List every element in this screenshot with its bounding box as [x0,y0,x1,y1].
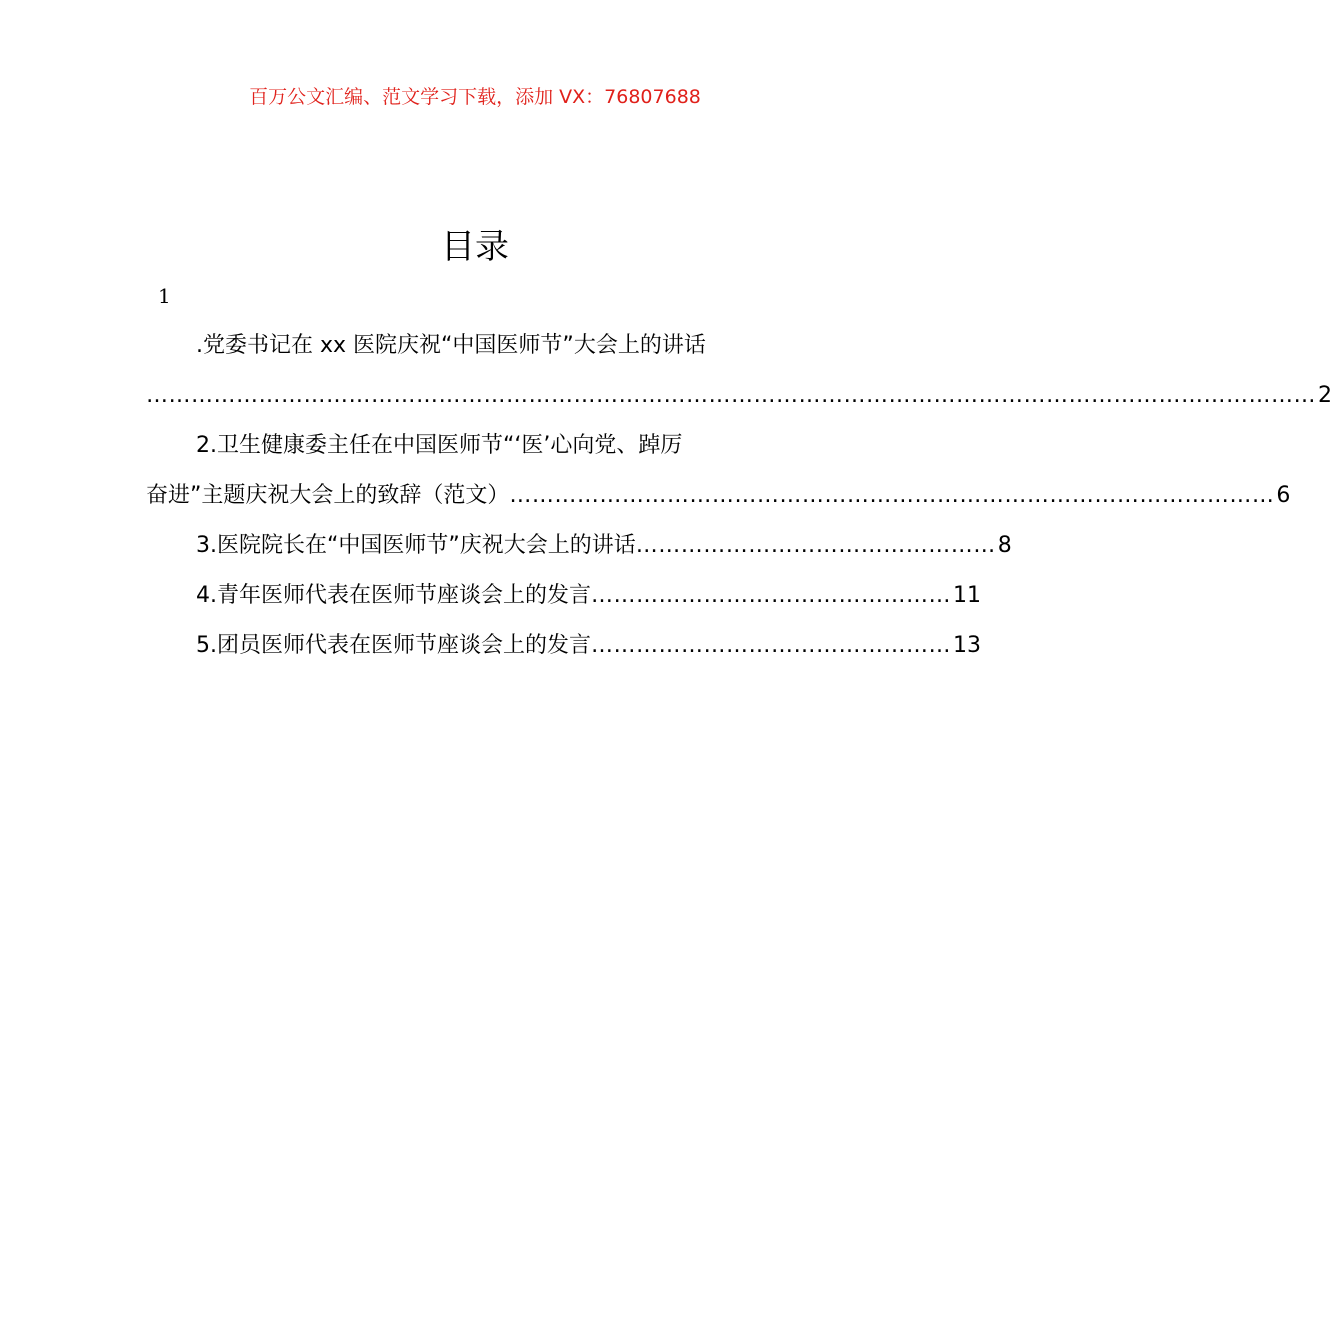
stray-number: 1 [158,284,171,308]
toc-entry-4-page: 11 [953,583,981,608]
toc-entry-1-page: 2 [1318,383,1332,408]
toc-entry-4-text: 4.青年医师代表在医师节座谈会上的发言 [196,583,591,608]
table-of-contents [146,321,1332,671]
toc-entry-1-title[interactable] [146,321,806,371]
dot-leader: ………………………………………………………………………………………… [509,483,1275,508]
toc-entry-2-page: 6 [1276,483,1291,508]
toc-entry-5-page: 13 [953,633,981,658]
toc-entry-2-text-line2: 奋进”主题庆祝大会上的致辞（范文） [146,483,510,508]
toc-entry-3-text: 3.医院院长在“中国医师节”庆祝大会上的讲话 [196,533,636,558]
toc-entry-3-page: 8 [997,533,1012,558]
toc-entry-3[interactable] [146,521,1012,571]
dot-leader: ………………………………………… [591,583,951,608]
toc-entry-4[interactable] [146,571,981,621]
toc-entry-1-leader[interactable] [146,371,1332,421]
toc-entry-5-text: 5.团员医师代表在医师节座谈会上的发言 [196,633,591,658]
toc-entry-1-text: .党委书记在 xx 医院庆祝“中国医师节”大会上的讲话 [196,333,706,358]
dot-leader: ………………………………………… [635,533,996,558]
toc-entry-2-line1[interactable] [146,421,806,471]
page-title: 目录 [441,227,509,267]
dot-leader: ………………………………………………………………………………………………………………………………………… [146,383,1316,408]
toc-entry-5[interactable] [146,621,981,671]
toc-entry-2-text-line1: 2.卫生健康委主任在中国医师节“‘医’心向党、踔厉 [196,433,683,458]
header-banner: 百万公文汇编、范文学习下载，添加 VX：76807688 [249,86,701,108]
toc-entry-2-line2[interactable] [146,471,1291,521]
dot-leader: ………………………………………… [591,633,951,658]
